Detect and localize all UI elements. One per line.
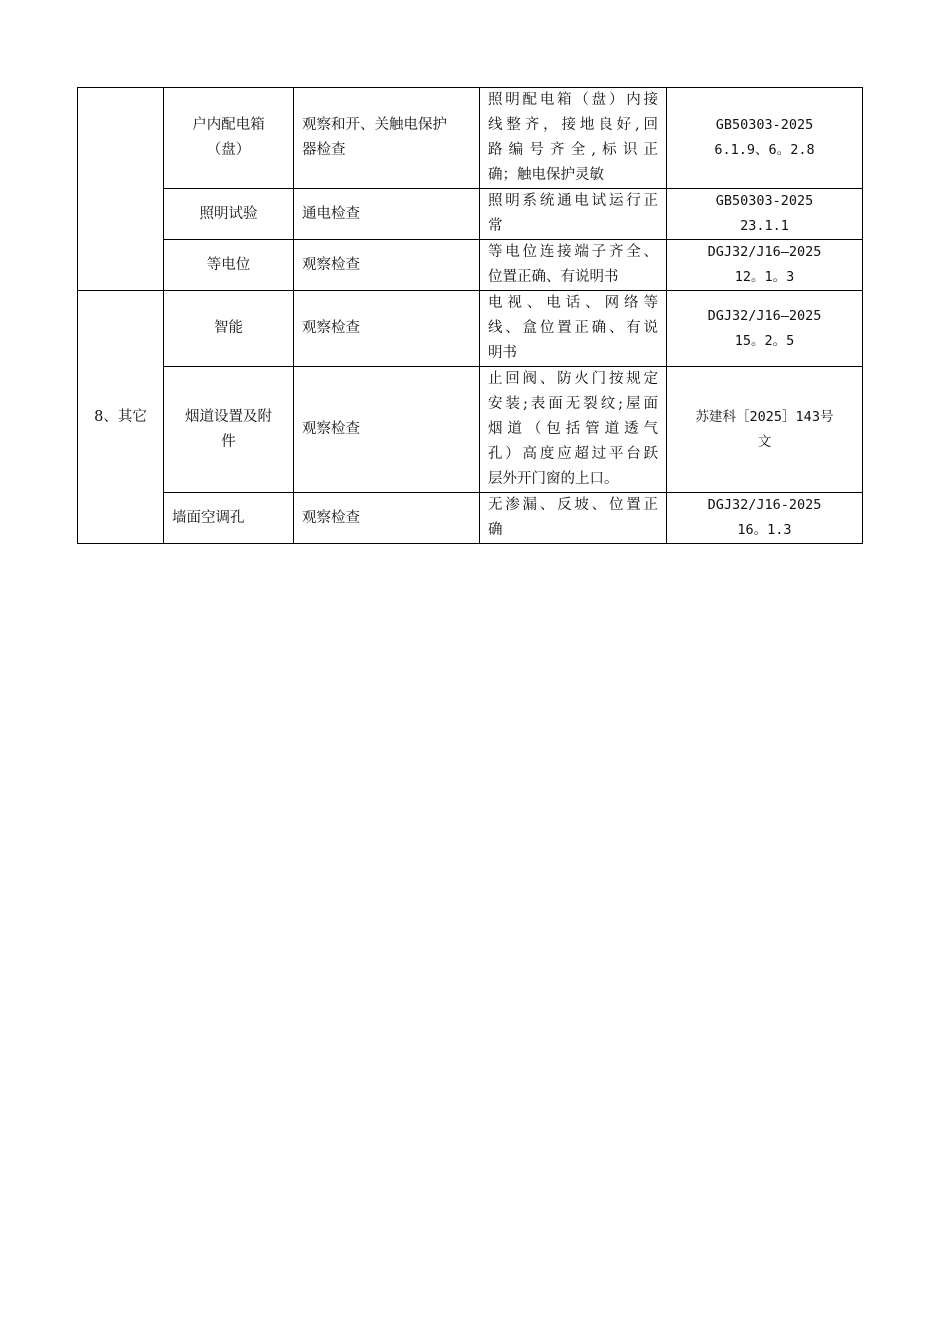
item-text: 照明试验 [199, 205, 258, 222]
method-text: 观察检查 [302, 320, 360, 336]
item-cell [164, 291, 294, 367]
item-text: 智能 [214, 320, 243, 336]
requirement-text: 止回阀、防火门按规定 [488, 371, 658, 387]
item-text: 户内配电箱 [192, 117, 265, 133]
table-row [78, 493, 863, 544]
method-text: 观察检查 [302, 509, 360, 526]
category-cell-empty [78, 88, 164, 291]
requirement-cell [480, 367, 667, 493]
requirement-text: 无渗漏、反坡、位置正 [488, 497, 658, 513]
category-text: 8、其它 [94, 408, 147, 425]
requirement-text: 路编号齐全,标识正 [488, 142, 658, 158]
item-cell [164, 367, 294, 493]
requirement-text: 安装;表面无裂纹;屋面 [488, 396, 658, 412]
method-cell [294, 189, 480, 240]
standard-text: 12。1。3 [734, 269, 795, 285]
method-text: 通电检查 [302, 205, 360, 222]
requirement-text: 照明配电箱（盘）内接 [488, 92, 658, 108]
method-cell [294, 291, 480, 367]
standard-cell [667, 367, 863, 493]
method-text: 器检查 [302, 142, 346, 158]
requirement-text: 照明系统通电试运行正 [488, 193, 658, 209]
standard-text: DGJ32/J16—2025 [707, 307, 822, 324]
table-row [78, 367, 863, 493]
item-text: （盘） [206, 142, 251, 158]
method-text: 观察和开、关触电保护 [302, 117, 447, 133]
requirement-cell [480, 240, 667, 291]
requirement-text: 孔）高度应超过平台跃 [488, 446, 658, 462]
method-text: 观察检查 [302, 421, 360, 437]
item-cell [164, 240, 294, 291]
requirement-text: 明书 [488, 345, 517, 361]
standard-text: 文 [757, 433, 772, 450]
standard-cell [667, 240, 863, 291]
requirement-text: 位置正确、有说明书 [488, 269, 619, 285]
method-text: 观察检查 [302, 256, 360, 273]
inspection-table [77, 87, 863, 544]
requirement-text: 确 [488, 522, 503, 538]
standard-text: DGJ32/J16—2025 [707, 244, 822, 260]
item-cell [164, 493, 294, 544]
category-cell [78, 291, 164, 544]
table-row [78, 291, 863, 367]
table-row [78, 189, 863, 240]
standard-text: GB50303-2025 [715, 193, 814, 209]
standard-text: 6.1.9、6。2.8 [714, 142, 815, 158]
standard-text: DGJ32/J16-2025 [707, 497, 822, 513]
requirement-text: 烟道（包括管道透气 [488, 421, 658, 437]
method-cell [294, 88, 480, 189]
standard-text: 15。2。5 [734, 332, 795, 349]
item-text: 烟道设置及附 [185, 408, 272, 425]
requirement-text: 线整齐，接地良好,回 [488, 117, 658, 133]
requirement-cell [480, 189, 667, 240]
standard-text: 苏建科［2025］143号 [695, 408, 834, 425]
requirement-cell [480, 493, 667, 544]
method-cell [294, 240, 480, 291]
method-cell [294, 493, 480, 544]
method-cell [294, 367, 480, 493]
requirement-text: 等电位连接端子齐全、 [488, 244, 658, 260]
requirement-text: 层外开门窗的上口。 [488, 471, 619, 487]
standard-text: GB50303-2025 [715, 117, 814, 133]
standard-cell [667, 493, 863, 544]
item-cell [164, 189, 294, 240]
standard-cell [667, 291, 863, 367]
requirement-text: 线、盒位置正确、有说 [488, 320, 658, 336]
requirement-text: 常 [488, 218, 503, 234]
item-cell [164, 88, 294, 189]
standard-text: 23.1.1 [740, 218, 789, 234]
table-row [78, 240, 863, 291]
item-text: 件 [221, 433, 236, 450]
requirement-text: 确；触电保护灵敏 [488, 167, 604, 183]
item-text: 墙面空调孔 [172, 509, 245, 526]
standard-text: 16。1.3 [737, 522, 792, 538]
requirement-cell [480, 291, 667, 367]
standard-cell [667, 88, 863, 189]
requirement-cell [480, 88, 667, 189]
requirement-text: 电视、电话、网络等 [488, 295, 658, 311]
table-row [78, 88, 863, 189]
standard-cell [667, 189, 863, 240]
item-text: 等电位 [206, 256, 251, 273]
